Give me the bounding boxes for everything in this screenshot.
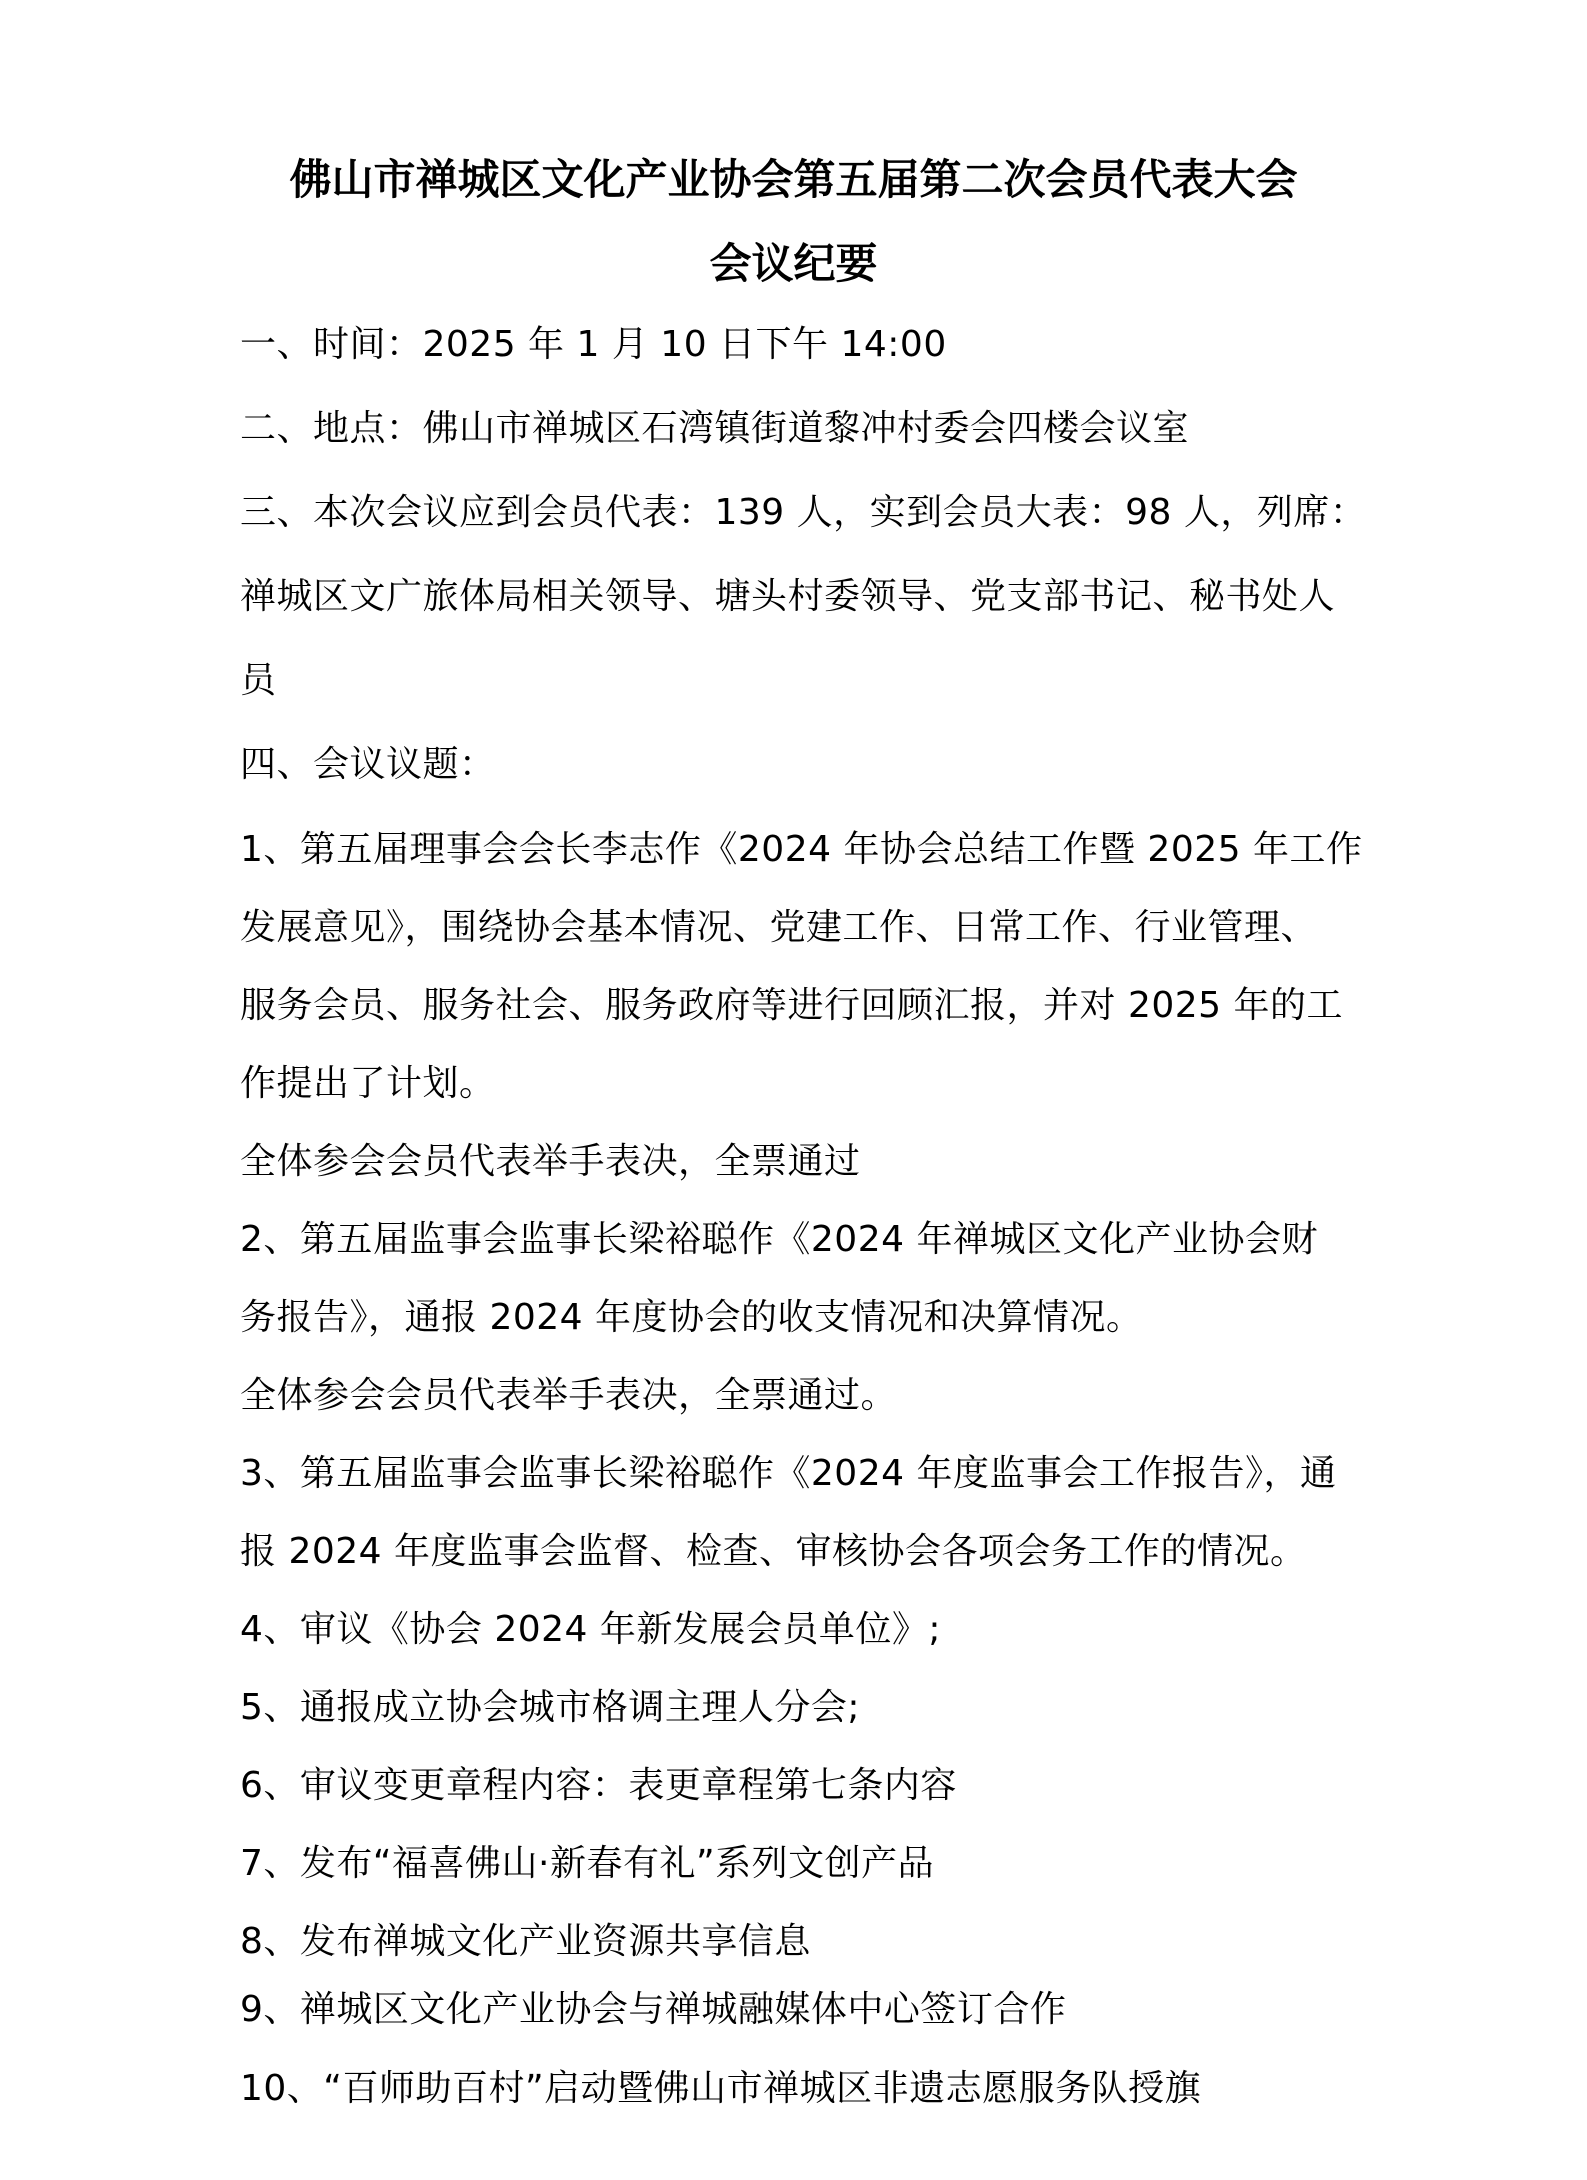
attendance-line1: 三、本次会议应到会员代表：139 人，实到会员大表：98 人，列席： xyxy=(240,492,1367,533)
agenda-item-3-line2: 报 2024 年度监事会监督、检查、审核协会各项会务工作的情况。 xyxy=(240,1531,1307,1572)
agenda-item-8: 8、发布禅城文化产业资源共享信息 xyxy=(240,1921,811,1962)
agenda-item-1-line2: 发展意见》，围绕协会基本情况、党建工作、日常工作、行业管理、 xyxy=(240,907,1318,948)
attendance-line3: 员 xyxy=(240,660,277,701)
agenda-item-3-line1: 3、第五届监事会监事长梁裕聪作《2024 年度监事会工作报告》，通 xyxy=(240,1453,1337,1494)
meeting-location: 二、地点：佛山市禅城区石湾镇街道黎冲村委会四楼会议室 xyxy=(240,408,1190,449)
document-title-line1: 佛山市禅城区文化产业协会第五届第二次会员代表大会 xyxy=(289,155,1298,204)
agenda-heading: 四、会议议题： xyxy=(240,744,496,785)
agenda-item-4: 4、审议《协会 2024 年新发展会员单位》; xyxy=(240,1609,942,1650)
meeting-time: 一、时间：2025 年 1 月 10 日下午 14:00 xyxy=(240,324,947,365)
agenda-item-2-line2: 务报告》，通报 2024 年度协会的收支情况和决算情况。 xyxy=(240,1297,1143,1338)
agenda-item-1-line4: 作提出了计划。 xyxy=(240,1063,496,1104)
attendance-line2: 禅城区文广旅体局相关领导、塘头村委领导、党支部书记、秘书处人 xyxy=(240,576,1336,617)
agenda-item-1-line3: 服务会员、服务社会、服务政府等进行回顾汇报，并对 2025 年的工 xyxy=(240,985,1344,1026)
document-title-line2: 会议纪要 xyxy=(709,239,878,288)
agenda-item-10: 10、“百师助百村”启动暨佛山市禅城区非遗志愿服务队授旗 xyxy=(240,2068,1202,2109)
vote-result-1: 全体参会会员代表举手表决，全票通过 xyxy=(240,1141,861,1182)
agenda-item-9: 9、禅城区文化产业协会与禅城融媒体中心签订合作 xyxy=(240,1989,1067,2030)
agenda-item-6: 6、审议变更章程内容：表更章程第七条内容 xyxy=(240,1765,957,1806)
agenda-item-1-line1: 1、第五届理事会会长李志作《2024 年协会总结工作暨 2025 年工作 xyxy=(240,829,1363,870)
agenda-item-2-line1: 2、第五届监事会监事长梁裕聪作《2024 年禅城区文化产业协会财 xyxy=(240,1219,1318,1260)
agenda-item-7: 7、发布“福喜佛山·新春有礼”系列文创产品 xyxy=(240,1843,935,1884)
vote-result-2: 全体参会会员代表举手表决，全票通过。 xyxy=(240,1375,898,1416)
agenda-item-5: 5、通报成立协会城市格调主理人分会; xyxy=(240,1687,861,1728)
